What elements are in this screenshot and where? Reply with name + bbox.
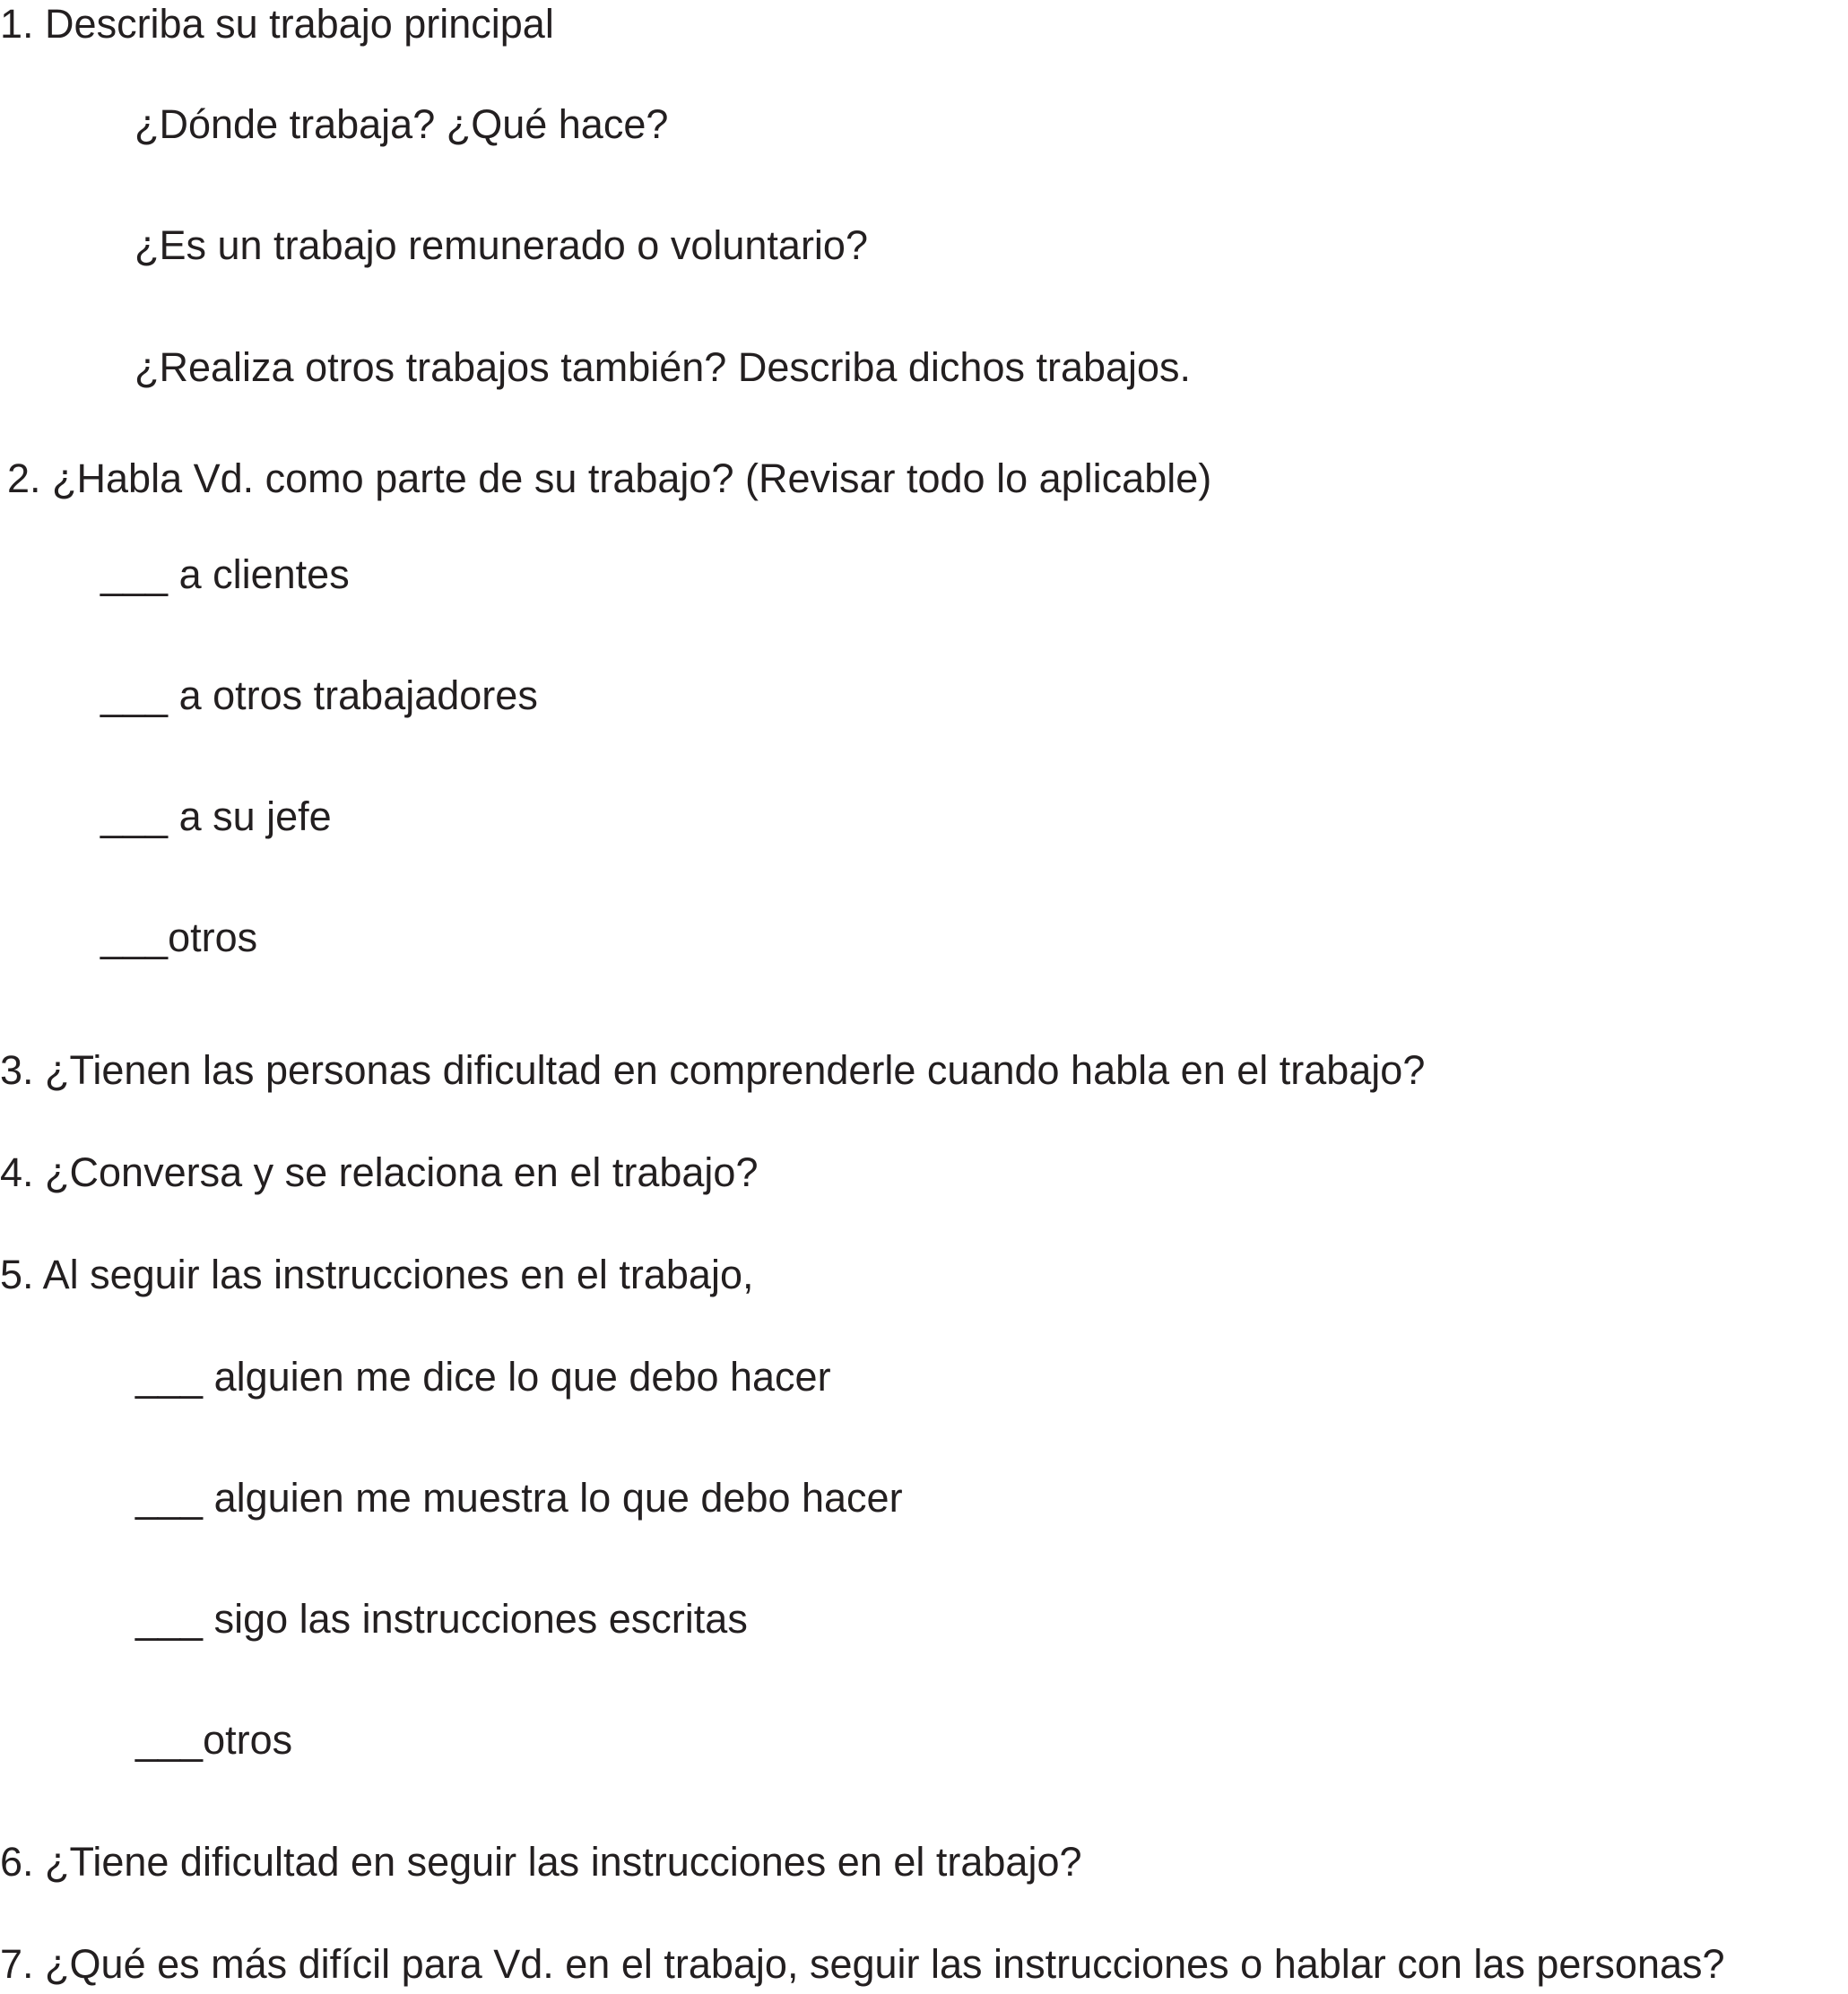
question-5-option-otros: ___otros [135,1717,293,1763]
question-2-option-jefe: ___ a su jefe [100,793,332,839]
question-4 [0,1149,759,1195]
question-2-option-clientes: ___ a clientes [100,551,350,597]
question-6 [0,1839,1082,1885]
question-text: ¿Conversa y se relaciona en el trabajo? [45,1149,759,1195]
question-number: 1. [0,1,34,47]
question-text: ¿Qué es más difícil para Vd. en el trabajo, seguir las instrucciones o hablar con las personas? [45,1941,1725,1987]
question-number: 2. [7,455,41,501]
question-1-sub-2: ¿Es un trabajo remunerado o voluntario? [134,222,868,268]
question-1-sub-3: ¿Realiza otros trabajos también? Describa dichos trabajos. [134,344,1192,390]
question-number: 5. [0,1252,34,1297]
question-number: 3. [0,1047,34,1093]
question-text: Describa su trabajo principal [45,1,554,47]
question-text: ¿Tiene dificultad en seguir las instrucciones en el trabajo? [45,1839,1082,1885]
question-7 [0,1941,1725,1987]
question-5 [0,1254,753,1295]
question-2 [7,455,1212,501]
question-1 [0,1,554,47]
question-number: 7. [0,1941,34,1987]
question-text: Al seguir las instrucciones en el trabajo, [42,1252,754,1297]
question-2-option-otros: ___otros [100,915,258,960]
question-3 [0,1047,1426,1093]
question-1-sub-1: ¿Dónde trabaja? ¿Qué hace? [134,101,669,147]
question-text: ¿Habla Vd. como parte de su trabajo? (Revisar todo lo aplicable) [52,455,1212,501]
question-5-option-muestra: ___ alguien me muestra lo que debo hacer [135,1475,903,1521]
question-2-option-otros-trabajadores: ___ a otros trabajadores [100,672,538,718]
question-5-option-dice: ___ alguien me dice lo que debo hacer [135,1354,831,1400]
question-text: ¿Tienen las personas dificultad en comprenderle cuando habla en el trabajo? [45,1047,1426,1093]
question-5-option-escritas: ___ sigo las instrucciones escritas [135,1596,748,1642]
question-number: 4. [0,1149,34,1195]
question-number: 6. [0,1839,34,1885]
